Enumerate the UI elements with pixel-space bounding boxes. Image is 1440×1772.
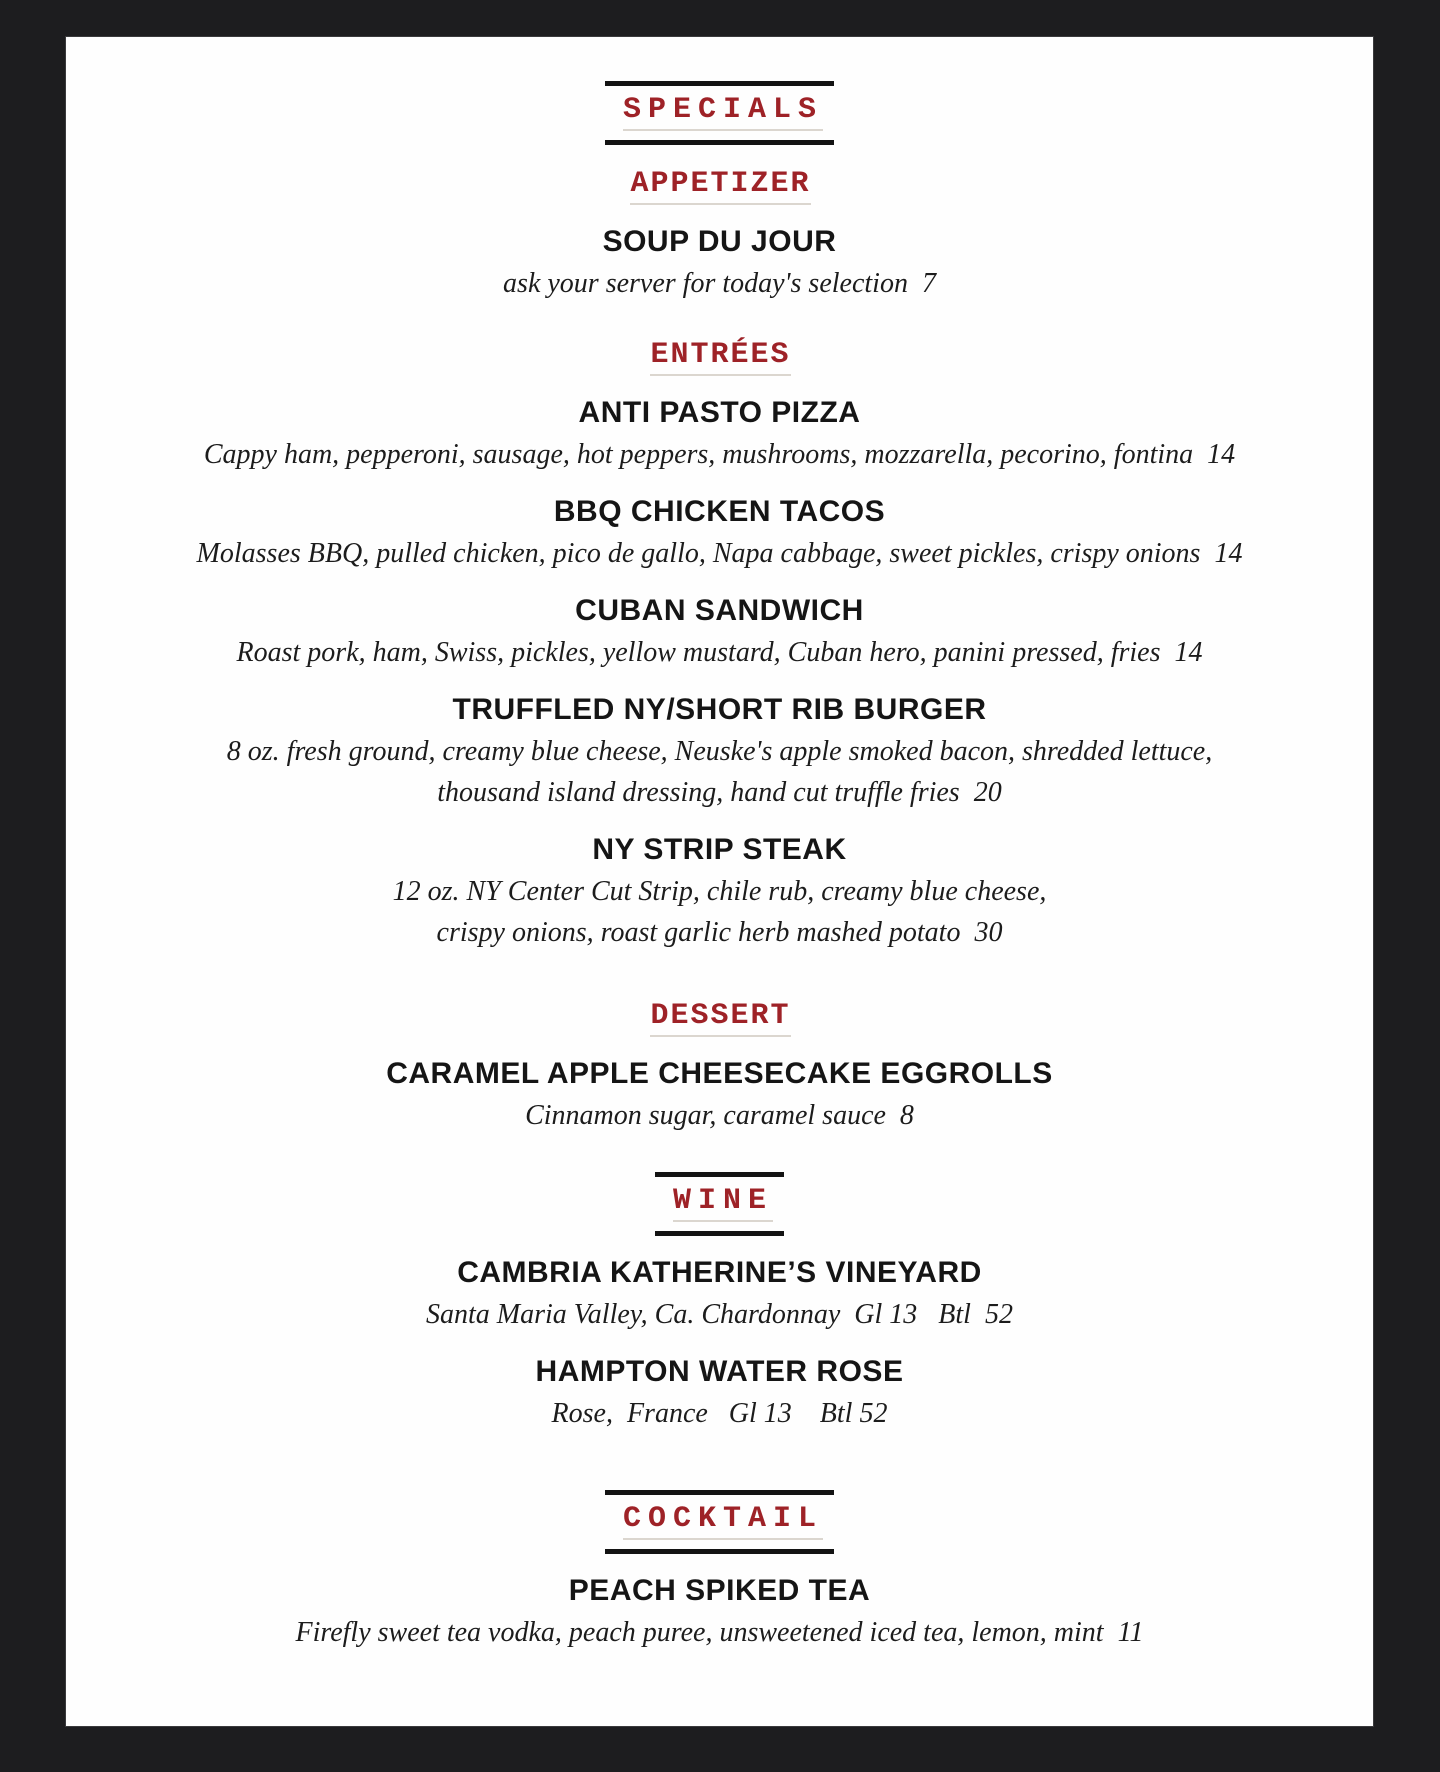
item-description-line: 8 oz. fresh ground, creamy blue cheese, Neuske's apple smoked bacon, shredded lettuce, xyxy=(226,736,1213,767)
menu-item xyxy=(66,1252,1373,1335)
item-name: NY STRIP STEAK xyxy=(592,833,847,866)
section-heading-label: ENTRÉES xyxy=(650,338,790,376)
section-heading xyxy=(655,1172,784,1236)
menu-title-frame xyxy=(605,81,834,145)
item-description-line: Firefly sweet tea vodka, peach puree, unsweetened iced tea, lemon, mint 11 xyxy=(295,1617,1144,1648)
menu-title: SPECIALS xyxy=(623,93,823,131)
menu-section xyxy=(66,167,1373,304)
item-description-line: ask your server for today's selection 7 xyxy=(503,268,936,299)
item-description-line: crispy onions, roast garlic herb mashed potato 30 xyxy=(436,917,1003,948)
menu-item xyxy=(66,1053,1373,1136)
menu-sections xyxy=(66,167,1373,1653)
section-heading-label: DESSERT xyxy=(650,999,790,1037)
menu-item xyxy=(66,1351,1373,1434)
menu-item xyxy=(66,392,1373,475)
section-heading xyxy=(605,1490,834,1554)
menu-title-block xyxy=(66,81,1373,145)
section-heading xyxy=(66,167,1373,205)
item-name: CARAMEL APPLE CHEESECAKE EGGROLLS xyxy=(386,1057,1053,1090)
item-name: ANTI PASTO PIZZA xyxy=(578,396,861,429)
menu-section xyxy=(66,338,1373,953)
menu-item xyxy=(66,221,1373,304)
item-name: TRUFFLED NY/SHORT RIB BURGER xyxy=(452,693,987,726)
item-description-line: Roast pork, ham, Swiss, pickles, yellow mustard, Cuban hero, panini pressed, fries 14 xyxy=(236,637,1203,668)
item-description-line: Cinnamon sugar, caramel sauce 8 xyxy=(525,1100,914,1131)
section-heading xyxy=(66,338,1373,376)
item-name: PEACH SPIKED TEA xyxy=(568,1574,871,1607)
item-description-line: Rose, France Gl 13 Btl 52 xyxy=(551,1398,888,1429)
menu-section xyxy=(66,1172,1373,1434)
menu-item xyxy=(66,590,1373,673)
item-description-line: Molasses BBQ, pulled chicken, pico de gallo, Napa cabbage, sweet pickles, crispy onions 14 xyxy=(196,538,1243,569)
section-heading-label: APPETIZER xyxy=(630,167,810,205)
item-name: CAMBRIA KATHERINE’S VINEYARD xyxy=(457,1256,982,1289)
menu-page xyxy=(66,37,1373,1726)
item-name: CUBAN SANDWICH xyxy=(575,594,864,627)
menu-item xyxy=(66,491,1373,574)
menu-item xyxy=(66,689,1373,813)
item-description-line: thousand island dressing, hand cut truffle fries 20 xyxy=(437,777,1002,808)
item-description-line: Cappy ham, pepperoni, sausage, hot peppers, mushrooms, mozzarella, pecorino, fontina 14 xyxy=(203,439,1236,470)
menu-item xyxy=(66,829,1373,953)
section-heading xyxy=(66,999,1373,1037)
item-description-line: 12 oz. NY Center Cut Strip, chile rub, creamy blue cheese, xyxy=(392,876,1047,907)
section-heading-label: COCKTAIL xyxy=(623,1502,823,1540)
item-description-line: Santa Maria Valley, Ca. Chardonnay Gl 13 Btl 52 xyxy=(426,1299,1013,1330)
item-name: HAMPTON WATER ROSE xyxy=(535,1355,904,1388)
menu-section xyxy=(66,1490,1373,1653)
menu-section xyxy=(66,999,1373,1136)
menu-item xyxy=(66,1570,1373,1653)
item-name: BBQ CHICKEN TACOS xyxy=(553,495,886,528)
item-name: SOUP DU JOUR xyxy=(602,225,837,258)
section-heading-label: WINE xyxy=(673,1184,773,1222)
